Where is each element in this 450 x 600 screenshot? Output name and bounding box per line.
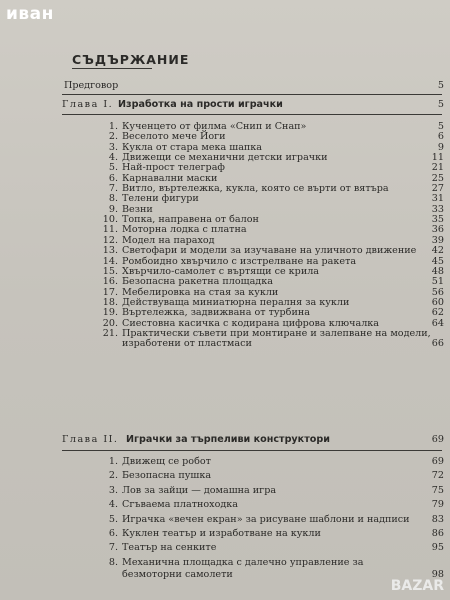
entry-title: Телени фигури	[122, 193, 199, 204]
entry-title: Механична площадка с далечно управление за	[122, 557, 364, 568]
entry-title: Въртележка, задвижвана от турбина	[122, 307, 310, 318]
entry-page: 95	[431, 542, 444, 553]
title-rule	[72, 68, 152, 69]
entry-page: 75	[431, 485, 444, 496]
entry-page: 11	[431, 152, 444, 163]
entry-title: Действуваща миниатюрна пералня за кукли	[122, 297, 350, 308]
entry-number: 15.	[102, 266, 118, 277]
entry-title: Сгъваема платноходка	[122, 499, 238, 510]
entry-page: 83	[431, 514, 444, 525]
entry-title: Предговор	[64, 80, 119, 91]
entry-number: 2.	[108, 131, 118, 142]
entry-title: Театър на сенките	[122, 542, 217, 553]
entry-number: 21.	[102, 328, 118, 339]
entry-page: 36	[431, 224, 444, 235]
entry-page: 33	[431, 204, 444, 215]
entry-number: 9.	[108, 204, 118, 215]
entry-number: 3.	[108, 485, 118, 496]
entry-title: Куклен театър и изработване на кукли	[122, 528, 321, 539]
entry-number: 5.	[108, 162, 118, 173]
entry-number: 12.	[102, 235, 118, 246]
entry-number: 19.	[102, 307, 118, 318]
entry-page: 60	[431, 297, 444, 308]
entry-page: 72	[431, 470, 444, 481]
entry-number: 10.	[102, 214, 118, 225]
watermark-bottom: BAZAR	[390, 578, 444, 594]
section-rule	[62, 94, 442, 95]
entry-title: Безопасна пушка	[122, 470, 212, 481]
entry-title: Хвърчило-самолет с въртящи се крила	[122, 266, 320, 277]
entry-number: 6.	[108, 173, 118, 184]
entry-title: Светофари и модели за изучаване на уличното движение	[122, 245, 417, 256]
entry-page: 35	[431, 214, 444, 225]
entry-page: 66	[431, 338, 444, 349]
entry-title: Мебелировка на стая за кукли	[122, 287, 279, 298]
entry-number: 1.	[108, 456, 118, 467]
chapter-label: Глава I.	[62, 99, 114, 110]
entry-number: 7.	[108, 542, 118, 553]
chapter-title: Изработка на прости играчки	[118, 99, 283, 110]
entry-number: 5.	[108, 514, 118, 525]
entry-title: безмоторни самолети	[122, 569, 233, 580]
entry-title: Най-прост телеграф	[122, 162, 225, 173]
entry-title: Безопасна ракетна площадка	[122, 276, 273, 287]
entry-title: Везни	[122, 204, 153, 215]
chapter-label: Глава II.	[62, 434, 119, 445]
entry-title: Сиестовна касичка с кодирана цифрова ключалка	[122, 318, 380, 329]
entry-number: 4.	[108, 499, 118, 510]
entry-page: 45	[431, 256, 444, 267]
chapter-page: 69	[431, 434, 444, 445]
entry-title: Играчка «вечен екран» за рисуване шаблони и надписи	[122, 514, 410, 525]
entry-number: 16.	[102, 276, 118, 287]
entry-page: 5	[437, 80, 444, 91]
entry-number: 20.	[102, 318, 118, 329]
entry-number: 3.	[108, 142, 118, 153]
entry-page: 5	[437, 121, 444, 132]
entry-number: 4.	[108, 152, 118, 163]
watermark-top: иван	[6, 4, 54, 24]
entry-page: 27	[431, 183, 444, 194]
entry-title: Ромбоидно хвърчило с изстрелване на ракета	[122, 256, 357, 267]
entry-page: 51	[431, 276, 444, 287]
entry-page: 39	[431, 235, 444, 246]
entry-page: 6	[437, 131, 444, 142]
entry-page: 64	[431, 318, 444, 329]
entry-page: 79	[431, 499, 444, 510]
entry-title: Лов за зайци — домашна игра	[122, 485, 277, 496]
entry-number: 1.	[108, 121, 118, 132]
entry-title: Практически съвети при монтиране и залепване на модели,	[122, 328, 431, 339]
entry-title: изработени от пластмаси	[122, 338, 252, 349]
entry-title: Кукла от стара мека шапка	[122, 142, 263, 153]
entry-title: Кученцето от филма «Снип и Снап»	[122, 121, 307, 132]
page-title: СЪДЪРЖАНИЕ	[72, 52, 190, 67]
entry-page: 31	[431, 193, 444, 204]
section-rule	[62, 114, 442, 115]
chapter-page: 5	[437, 99, 444, 110]
entry-title: Витло, въртележка, кукла, която се върти от вятъра	[122, 183, 389, 194]
entry-page: 9	[437, 142, 444, 153]
entry-title: Модел на параход	[122, 235, 215, 246]
entry-page: 48	[431, 266, 444, 277]
entry-number: 8.	[108, 193, 118, 204]
entry-title: Веселото мече Йоги	[122, 131, 226, 142]
entry-number: 11.	[102, 224, 118, 235]
entry-page: 86	[431, 528, 444, 539]
entry-title: Движещи се механични детски играчки	[122, 152, 328, 163]
entry-title: Топка, направена от балон	[122, 214, 259, 225]
entry-number: 17.	[102, 287, 118, 298]
entry-title: Движещ се робот	[122, 456, 211, 467]
entry-page: 42	[431, 245, 444, 256]
entry-number: 2.	[108, 470, 118, 481]
chapter-title: Играчки за търпеливи конструктори	[126, 434, 330, 445]
entry-page: 62	[431, 307, 444, 318]
entry-title: Моторна лодка с платна	[122, 224, 247, 235]
section-rule	[62, 450, 442, 451]
entry-number: 8.	[108, 557, 118, 568]
entry-number: 14.	[102, 256, 118, 267]
entry-title: Карнавални маски	[122, 173, 218, 184]
entry-page: 25	[431, 173, 444, 184]
entry-page: 56	[431, 287, 444, 298]
entry-number: 6.	[108, 528, 118, 539]
entry-number: 13.	[102, 245, 118, 256]
entry-number: 18.	[102, 297, 118, 308]
entry-number: 7.	[108, 183, 118, 194]
entry-page: 98	[431, 569, 444, 580]
entry-page: 21	[431, 162, 444, 173]
entry-page: 69	[431, 456, 444, 467]
